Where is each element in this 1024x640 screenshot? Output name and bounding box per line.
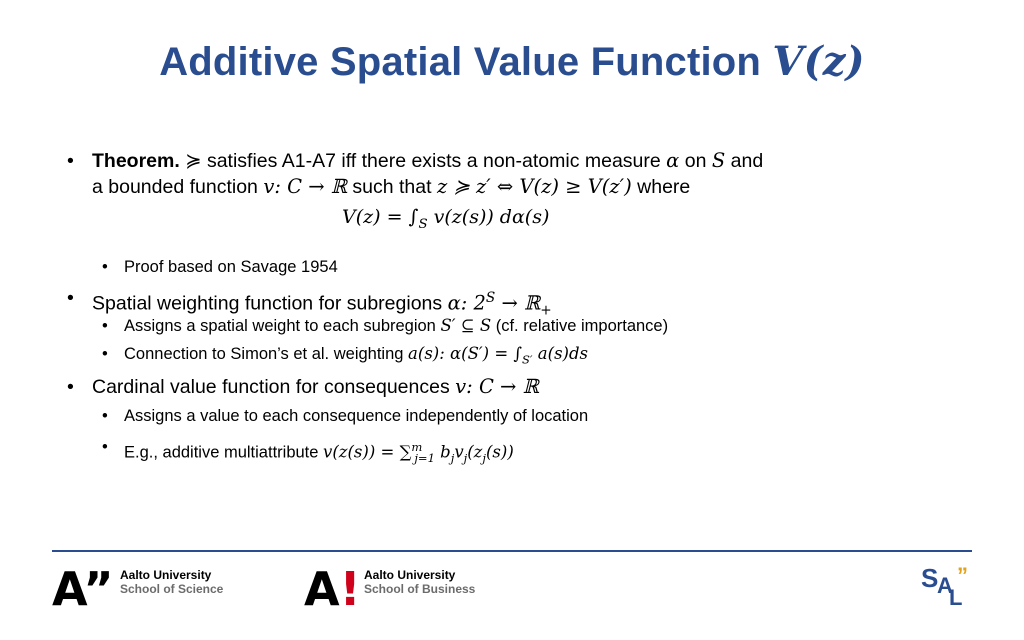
bullet-dot: •	[67, 287, 74, 309]
multiattribute-subbullet: • E.g., additive multiattribute v(z(s)) = ∑$^m_{j=1}$ $b_jv_j(z_j(s))$	[102, 438, 514, 465]
slide-title: Additive Spatial Value Function V(z)	[159, 38, 865, 85]
integral-equation: $V(z) = \int_S$ v(z(s)) dα(s)	[342, 206, 550, 232]
cardinal-value-bullet: • Cardinal value function for consequences v: C → ℝ	[67, 375, 539, 398]
spatial-weight-subbullet: • Assigns a spatial weight to each subregion S′ ⊆ S (cf. relative importance)	[102, 316, 669, 335]
bullet-dot: •	[102, 258, 108, 276]
theorem-bullet: • Theorem. ≽ satisfies A1-A7 iff there exists a non-atomic measure α on S and a bounded function v: C → ℝ such that z ≽ z′ ⇔ V(z) ≥ V(z′) where	[67, 149, 764, 198]
aalto-science-text: Aalto University School of Science	[120, 568, 224, 596]
spatial-weighting-bullet: • Spatial weighting function for subregions α: $2^S$ → ℝ$_+$	[67, 287, 552, 319]
bullet-dot: •	[67, 150, 74, 172]
title-math: V(z)	[772, 38, 865, 85]
theorem-label: Theorem.	[92, 150, 180, 172]
aalto-business-text: Aalto University School of Business	[364, 568, 476, 596]
bullet-dot: •	[102, 317, 108, 335]
bullet-dot: •	[102, 407, 108, 425]
simon-weighting-subbullet: • Connection to Simon’s et al. weighting a(s): $\alpha(S') = \int_{S'}$ a(s)ds	[102, 344, 589, 367]
footer-rule	[52, 550, 972, 552]
proof-subbullet: • Proof based on Savage 1954	[102, 258, 338, 276]
aalto-business-logo: A!	[304, 562, 361, 616]
bullet-dot: •	[102, 438, 108, 456]
bullet-dot: •	[102, 345, 108, 363]
aalto-science-logo: A”	[52, 562, 114, 616]
bullet-dot: •	[67, 376, 74, 398]
value-assign-subbullet: • Assigns a value to each consequence independently of location	[102, 407, 589, 425]
sal-logo: S A L ”	[921, 563, 968, 610]
